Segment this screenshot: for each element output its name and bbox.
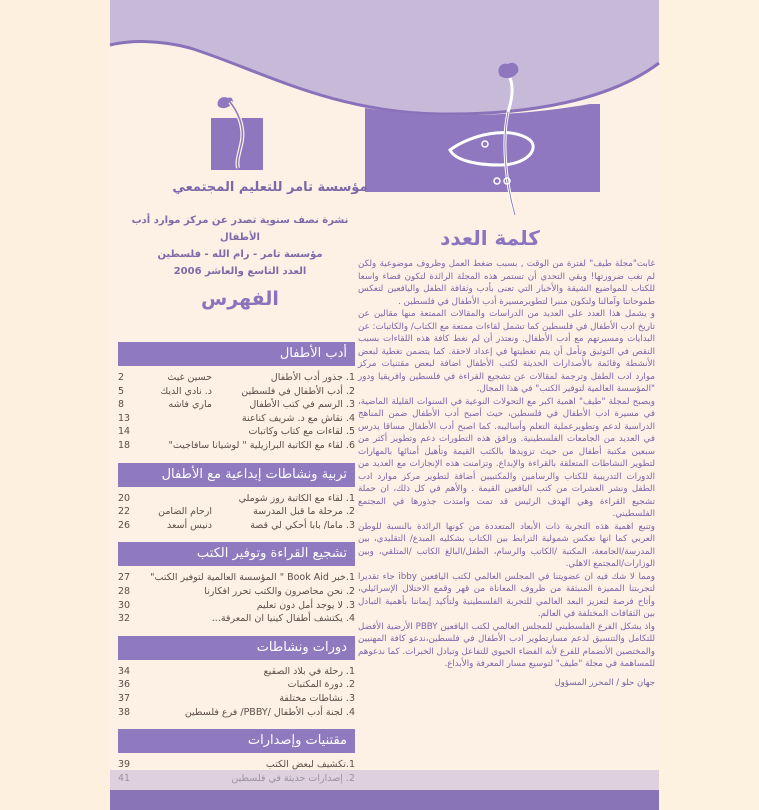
toc-entry-author: دنيس أسعد bbox=[166, 519, 212, 531]
editorial-paragraph: غابت"مجلة طيف" لفترة من الوقت , بسبب ضغط العمل وظروف موضوعية ولكن لم تغب ضرورتها! وبقي التحدي أن تستمر هذه المجلة الرائدة لتكون فضاء واسعا للكتاب للمواضيع الشيقة والأخبار التي تعنى بأدب وثقافة الطفل واليافعين لتعكس طموحاتنا وآمالنا ولتكون منبرا لتطويرمسيرة أدب الأطفال في فلسطين . bbox=[358, 259, 655, 307]
toc-entry-title: 1.تكشيف لبعض الكتب bbox=[265, 759, 355, 771]
toc-entry-title: 1. جذور أدب الأطفال bbox=[270, 372, 355, 383]
toc-entry-page: 34 bbox=[118, 665, 131, 677]
toc-entry-title: 6. لقاء مع الكاتبة البرازيلية " لوشيانا سافاجيت" bbox=[168, 439, 355, 451]
toc-entry-author bbox=[132, 439, 169, 453]
toc-entry-title: 1.خبر Book Aid " المؤسسة العالمية لتوفير الكتب" bbox=[150, 572, 355, 584]
toc-entry bbox=[118, 585, 355, 599]
section-gap bbox=[118, 719, 355, 729]
toc-entry-title: 3. لا يوجد أمل دون تعليم bbox=[256, 599, 355, 611]
toc-entry-author bbox=[144, 412, 212, 426]
toc-entry-page: 2 bbox=[118, 372, 125, 383]
logo-title: طيف bbox=[488, 162, 492, 163]
toc-entry bbox=[118, 678, 355, 692]
toc-section-heading: تشجيع القراءة وتوفير الكتب bbox=[118, 542, 355, 566]
editor-signature: جهان حلو / المحرر المسؤول bbox=[554, 677, 655, 688]
toc-entry bbox=[118, 665, 355, 679]
toc-entry bbox=[118, 599, 355, 613]
toc-entry-author bbox=[144, 665, 212, 679]
right-margin bbox=[659, 0, 759, 810]
toc-entry-page: 27 bbox=[118, 572, 131, 584]
left-margin bbox=[0, 0, 110, 810]
toc-entry-title: 3. الرسم في كتب الأطفال bbox=[249, 399, 355, 411]
toc-entry-author bbox=[144, 678, 212, 692]
toc-entry-title: 4. نقاش مع د. شريف كناعنة bbox=[241, 412, 355, 424]
publication-line-2: مؤسسة تامر - رام الله - فلسطين bbox=[157, 249, 323, 260]
publication-info bbox=[120, 212, 360, 280]
toc-section-heading: مقتنيات وإصدارات bbox=[118, 729, 355, 753]
toc-entry bbox=[118, 439, 355, 453]
editorial-paragraph: و يشمل هذا العدد على العديد من الدراسات والمقالات الممتعة منها مقالين عن تاريخ ادب الأطفال في فلسطين كما تشمل لقاءات ممتعة مع الكتاب/ والكاتبات: عن البدايات ومسيرتهم مع أدب الأطفال. ونعتذر أن لم نغط كافة هذه اللقاءات بسبب النقص في التوثيق ونأمل أن يتم تغطيتها في إعداد لاحقة. كما يتضمن تغطية لبعض الأنشطة وقائمة بالأصدارات الحديثة لكتب الأطفال اضافة لبعض مقتنيات مركز موارد ادب الطفل وترجمة لمقالات عن تشجيع القراءة في فلسطين وافريقيا ودور "المؤسسة العالمية لتوفير الكتب" في هذا المجال. bbox=[358, 309, 655, 394]
toc-entry-title: 3. نشاطات مختلفة bbox=[279, 692, 355, 704]
banner-purple-panel bbox=[365, 104, 600, 192]
toc-entry-author bbox=[130, 571, 150, 585]
publication-line-1: نشرة نصف سنوية تصدر عن مركز موارد أدب الأطفال bbox=[131, 215, 349, 243]
toc-entry-page: 13 bbox=[118, 412, 131, 424]
toc-entry-title: 4. لجنة أدب الأطفال /PBBY/ فرع فلسطين bbox=[184, 706, 355, 718]
toc-section-heading: أدب الأطفال bbox=[118, 342, 355, 366]
toc-entry-page: 22 bbox=[118, 506, 131, 518]
toc-entry bbox=[118, 612, 355, 626]
footer-wave bbox=[110, 770, 659, 792]
toc-entry bbox=[118, 706, 355, 720]
toc-entry-author: ارحام الضامن bbox=[158, 506, 212, 518]
toc-entry bbox=[118, 519, 355, 533]
toc-entry-title: 2. دورة المكتبات bbox=[287, 679, 355, 691]
section-gap bbox=[118, 453, 355, 463]
toc-entry-author: حسين غيث bbox=[167, 372, 212, 383]
toc-entry-page: 28 bbox=[118, 585, 131, 597]
institution-name: مؤسسة تامر للتعليم المجتمعي bbox=[172, 180, 368, 195]
section-gap bbox=[118, 532, 355, 542]
toc-entry-title: 3. ماما/ بابا أحكي لي قصة bbox=[250, 519, 355, 531]
editorial-title: كلمة العدد bbox=[440, 226, 540, 250]
toc-entry bbox=[118, 425, 355, 439]
editorial-paragraph: ومما لا شك فيه ان عضويتنا في المجلس العالمي لكتب اليافعين ibby جاء تقديرا لتجربتنا المميزة المنبثقة من ظروف المعاناة من قهر وقمع الاحتلال الإسرائيلي، وأتاح فرصة لتعزيز البعد العالمي للتجربة الفلسطينية ولتأكيد إيماننا بأهمية التبادل بين الثقافات المختلفة في العالم. bbox=[358, 571, 655, 619]
toc-section-heading: دورات ونشاطات bbox=[118, 636, 355, 660]
toc-entry-page: 14 bbox=[118, 426, 131, 438]
toc-entry-author bbox=[136, 706, 184, 720]
toc-entry-page: 38 bbox=[118, 706, 131, 718]
toc-entry-page: 30 bbox=[118, 599, 131, 611]
footer-band bbox=[110, 790, 659, 810]
toc-entry-title: 5. لقاءات مع كتاب وكاتبات bbox=[248, 426, 355, 438]
toc-entry-author bbox=[144, 692, 212, 706]
toc-entry bbox=[118, 571, 355, 585]
editorial-paragraph: وتنبع اهمية هذه التجربة ذات الأبعاد المتعددة من كونها الرائدة بالنسبة للوطن العربي كما انها تعكس شمولية الترابط بين الكتاب بشكليه المبدع/ التقليدي، بين المدرسة/الجامعة، المكتبة /الكاتب والرسام، الطفل/البالغ الكاتب /المتلقي، وبين الوزارات/المجتمع الاهلي. bbox=[358, 521, 655, 569]
toc-entry-page: 20 bbox=[118, 492, 131, 504]
toc-entry-title: 4. يكتشف أطفال كينيا ان المعرفة... bbox=[211, 613, 355, 625]
toc-entry-title: 1. رحلة في بلاد الصقيع bbox=[263, 665, 355, 677]
toc-entry-author bbox=[144, 599, 212, 613]
toc-entry-title: 2. أدب الأطفال في فلسطين bbox=[241, 385, 355, 397]
editorial-paragraph: ويصبح لمجلة "طيف" اهمية اكبر مع التحولات النوعية في السنوات القليلة الماضية، في مسيرة ادب الأطفال في فلسطين، حيث أصبح أدب الأطفال ضمن المناهج الدراسية لدعم وتطويرعملية التعلم وأساليبه. كما اصبح أدب الأطفال مساقا يدرس في العديد من الجامعات الفلسطينية. ورافق هذه التطورات دعم وتطوير أكثر من سبعين مكتبة أطفال من حيث تزويدها بالكتب القيمة وتأهيل أمنائها بالمهارات لتطوير النشاطات المتعلقة بالقراءة والإبداع. وتزامنت هذه الإنجازات مع العديد من الدورات التدريبية للكتاب والرسامين والمكتبيين أضافة لتطوير مركز موارد ادب الطفل ونشر العشرات من كتب اليافعين القيمة . والأهم في كل ذلك، ان حملة تشجيع القراءة وهي الهدف الرئيس قد تمت وامتدت جذورها في المجتمع الفلسطيني. bbox=[358, 396, 655, 519]
toc-entry-page: 36 bbox=[118, 679, 131, 691]
toc-entry-author: د. نادي الديك bbox=[160, 385, 212, 397]
toc-entry bbox=[118, 385, 355, 399]
toc-entry bbox=[118, 492, 355, 506]
table-of-contents bbox=[118, 342, 355, 785]
toc-entry-page: 5 bbox=[118, 385, 125, 397]
toc-entry-author bbox=[142, 585, 204, 599]
toc-entry-title: 2. نحن محاصرون والكتب تحرر افكارنا bbox=[204, 585, 355, 597]
toc-entry-title: 1. لقاء مع الكاتبة روز شوملي bbox=[238, 492, 355, 504]
toc-entry-page: 26 bbox=[118, 519, 131, 531]
toc-entry bbox=[118, 692, 355, 706]
toc-entry-title: 2. مرحلة ما قبل المدرسة bbox=[253, 506, 355, 518]
toc-entry-page: 8 bbox=[118, 399, 125, 411]
toc-entry-page: 32 bbox=[118, 613, 131, 625]
toc-title: الفهرس bbox=[201, 288, 279, 310]
toc-entry-author bbox=[144, 492, 212, 506]
section-gap bbox=[118, 626, 355, 636]
toc-entry-author bbox=[144, 612, 212, 626]
toc-entry-page: 39 bbox=[118, 759, 131, 771]
toc-entry-page: 37 bbox=[118, 692, 131, 704]
editorial-body bbox=[358, 258, 655, 689]
toc-entry-author bbox=[144, 425, 212, 439]
toc-entry bbox=[118, 371, 355, 385]
toc-entry-author: ماري فاشه bbox=[168, 399, 212, 411]
toc-entry-page: 18 bbox=[118, 439, 131, 451]
magazine-sheet bbox=[110, 0, 659, 810]
toc-entry bbox=[118, 505, 355, 519]
publication-issue: العدد التاسع والعاشر 2006 bbox=[173, 266, 307, 277]
toc-section-heading: تربية ونشاطات إبداعية مع الأطفال bbox=[118, 463, 355, 487]
toc-entry bbox=[118, 412, 355, 426]
toc-entry bbox=[118, 398, 355, 412]
editorial-paragraph: واذ يشكل الفرع الفلسطيني للمجلس العالمي لكتب اليافعين PBBY الأرضية الأفضل للتكامل والتنسيق لدعم مسارتطوير ادب الأطفال في فلسطين،ندعو كافة المهنيين والمختصين الأنضمام للفرع لأنه الفضاء الحيوي للتفاعل وتبادل الخبرات. كما ندعوهم للمساهمة في مجلة "طيف" لتوسيع مسار المعرفة والأبداع. bbox=[358, 621, 655, 669]
